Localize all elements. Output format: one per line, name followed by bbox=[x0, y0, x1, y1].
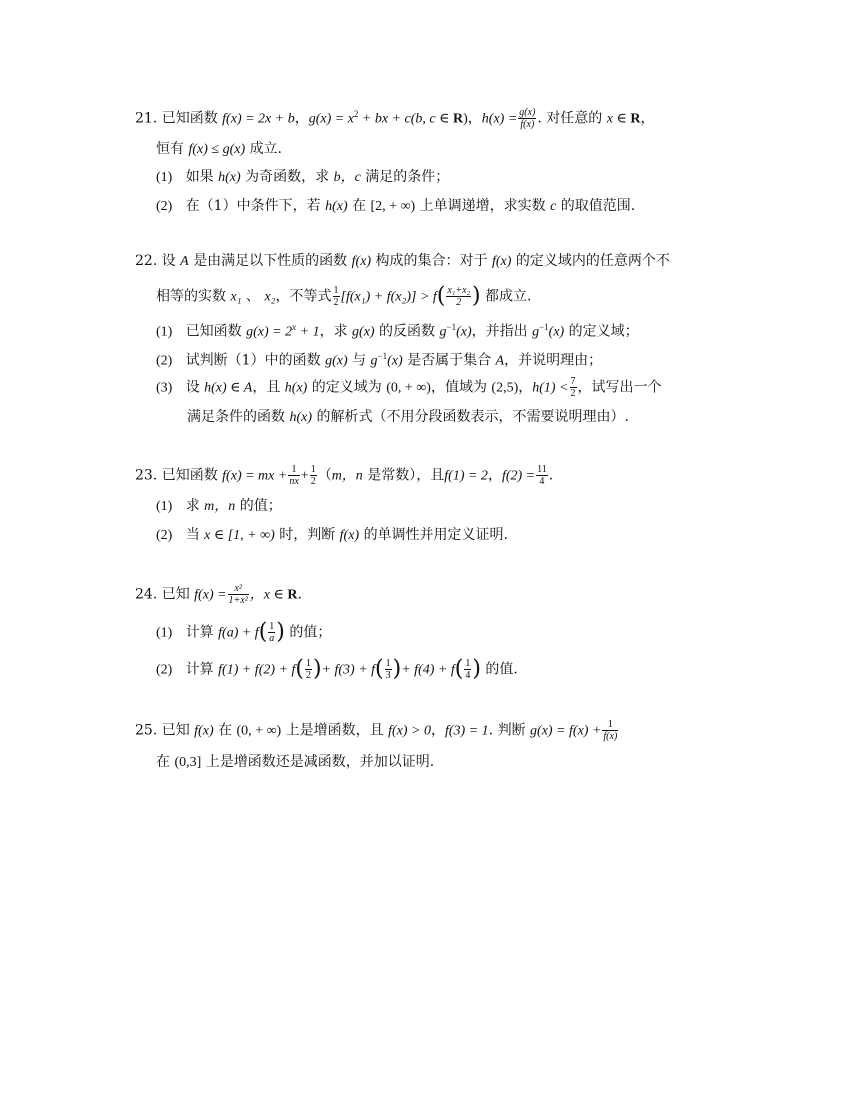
q21-number: 21. bbox=[135, 110, 158, 127]
q21-line2: 恒有 f(x) ≤ g(x) 成立. bbox=[156, 141, 283, 157]
q22-part1: (1) 已知函数 $g(x) = 2^x + 1$，求 g(x) 的反函数 $g^{-1}(x)$，并指出 $g^{-1}(x)$ 的定义域； bbox=[156, 322, 639, 340]
q22-line1: 22. 设 A 是由满足以下性质的函数 f(x) 构成的集合：对于 f(x) 的定义域内的任意两个不 bbox=[135, 253, 670, 269]
q21-line1: 21. 已知函数 f(x) = 2x + b，$g(x) = x^2$ + bx + c(b, c ∈ R)，h(x) = $\frac{g(x)}{f(x)}$ . 对任意的 x ∈ R， bbox=[135, 107, 655, 131]
q23-part2: (2) 当 x ∈ [1, + ∞) 时，判断 f(x) 的单调性并用定义证明. bbox=[156, 527, 509, 543]
q23-part1: (1) 求 m，n 的值； bbox=[156, 498, 282, 514]
q22-number: 22. bbox=[135, 253, 158, 269]
q21-part1: (1) 如果 h(x) 为奇函数，求 b，c 满足的条件； bbox=[156, 169, 450, 185]
q25-line2: 在 (0,3] 上是增函数还是减函数，并加以证明. bbox=[156, 754, 435, 770]
q24-part1: (1) 计算 f(a) + f( $\frac{1}{a}$ ) 的值； bbox=[156, 619, 332, 645]
q21-part2: (2) 在（1）中条件下，若 h(x) 在 [2, + ∞) 上单调递增，求实数 c 的取值范围. bbox=[156, 198, 636, 214]
q22-part3-line2: 满足条件的函数 h(x) 的解析式（不用分段函数表示，不需要说明理由）. bbox=[187, 409, 629, 425]
q25-line1: 25. 已知 f(x) 在 (0, + ∞) 上是增函数，且 f(x) > 0，f(3) = 1. 判断 g(x) = f(x) + $\frac{1}{f(x)}$ bbox=[135, 719, 618, 742]
q22-part2: (2) 试判断（1）中的函数 g(x) 与 $g^{-1}(x)$ 是否属于集合 A，并说明理由； bbox=[156, 351, 603, 369]
q22-line2: 相等的实数 x₁ 、 x₂，不等式 $\frac{1}{2}$ [f(x₁) + f(x₂)] > f( $\frac{\text{x₁+x₂}}{2}$ ) 都成立. bbox=[156, 283, 532, 309]
q23-number: 23. bbox=[135, 467, 158, 484]
q24-number: 24. bbox=[135, 586, 158, 603]
q24-part2: (2) 计算 f(1) + f(2) + f( $\frac{1}{2}$ )+ f(3) + f( $\frac{1}{3}$ )+ f(4) + f( $\frac{1}{4}$ ) 的值. bbox=[156, 656, 518, 682]
q22-part3-line1: (3) 设 h(x) ∈ A，且 h(x) 的定义域为 (0, + ∞)，值域为 (2,5)，h(1) < $\frac{7}{2}$ ，试写出一个 bbox=[156, 376, 662, 399]
q21-h-fraction: $\frac{g(x)}{f(x)}$ bbox=[519, 107, 536, 131]
q23-line1: 23. 已知函数 f(x) = mx + $\frac{1}{nx}$ + $\frac{1}{2}$ （m，n 是常数），且f(1) = 2，f(2) = $\frac{11}{4}$ . bbox=[135, 464, 554, 487]
q25-number: 25. bbox=[135, 722, 158, 739]
q24-line1: 24. 已知 f(x) = $\frac{\text{x²}}{\text{1+x²}}$ ，x ∈ R. bbox=[135, 583, 302, 606]
